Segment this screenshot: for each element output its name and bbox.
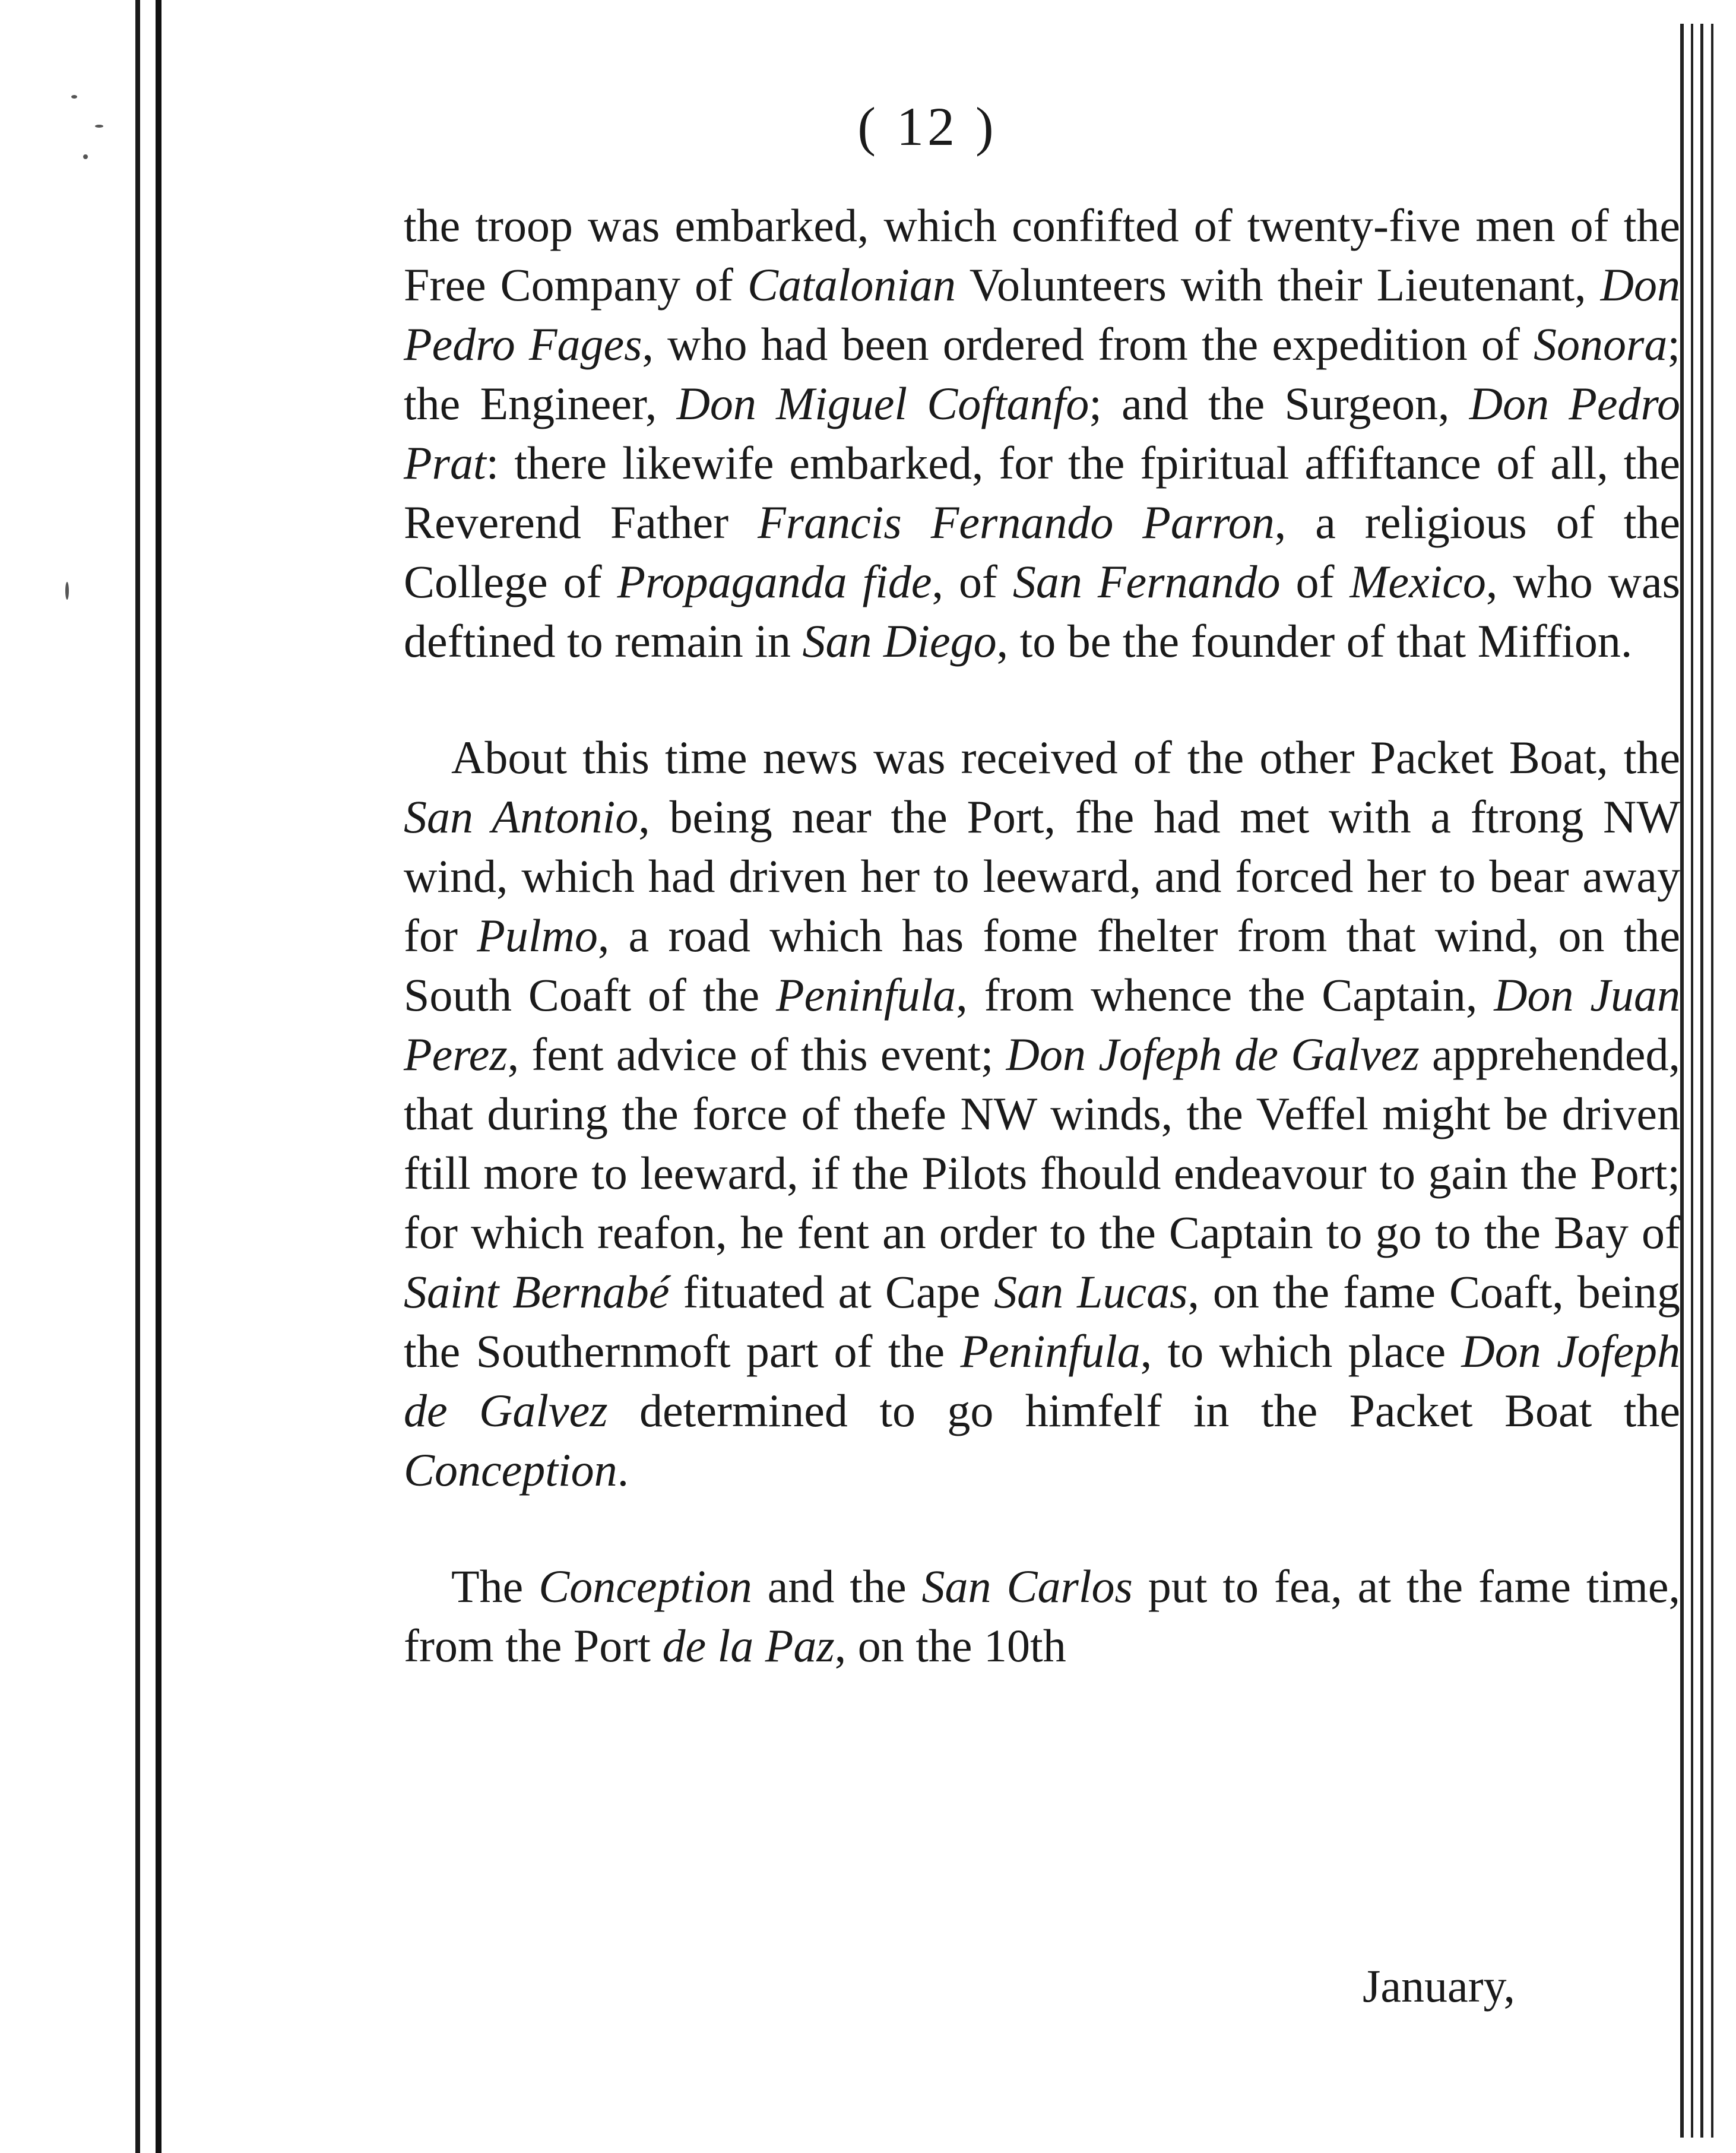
text-run: determined to go himfelf in the Packet Boat the xyxy=(607,1385,1680,1436)
text-run: the troop was embarked, which confifted of twenty-five men of the Free Company of xyxy=(404,200,1680,311)
body-text xyxy=(404,196,1680,1733)
italic-run: Conception xyxy=(404,1444,617,1496)
italic-run: Don Jofeph de Galvez xyxy=(1006,1028,1420,1080)
text-run: and the xyxy=(752,1560,922,1612)
text-run: ; and the Surgeon, xyxy=(1089,378,1469,429)
italic-run: Pulmo xyxy=(477,910,598,961)
text-run: , a religious of the College of xyxy=(404,496,1680,607)
text-run: , fent advice of this event; xyxy=(507,1028,1006,1080)
text-run: The xyxy=(451,1560,539,1612)
text-run: , to which place xyxy=(1140,1325,1462,1377)
italic-run: Don Pedro Prat xyxy=(404,378,1680,489)
page-number: ( 12 ) xyxy=(857,96,997,157)
paragraph xyxy=(404,728,1680,1500)
text-run: , on the 10th xyxy=(834,1620,1066,1671)
text-run: ; the Engineer, xyxy=(404,318,1680,429)
text-run: fituated at Cape xyxy=(669,1266,994,1318)
text-run: About this time news was received of the other Packet Boat, the xyxy=(451,732,1680,783)
italic-run: Francis Fernando Parron xyxy=(758,496,1275,548)
text-run: put to fea, at the fame time, from the Port xyxy=(404,1560,1681,1671)
text-run: , on the fame Coaft, being the Southernmoft part of the xyxy=(404,1266,1680,1377)
italic-run: Conception xyxy=(538,1560,752,1612)
page-edge xyxy=(1711,24,1713,2138)
italic-run: Don Jofeph de Galvez xyxy=(404,1325,1680,1436)
italic-run: San Diego xyxy=(802,615,997,667)
italic-run: Propaganda fide xyxy=(617,556,932,607)
italic-run: Peninfula xyxy=(960,1325,1141,1377)
text-run: . xyxy=(617,1444,629,1496)
page-fold-line xyxy=(156,0,161,2153)
italic-run: Mexico xyxy=(1349,556,1486,607)
italic-run: Don Pedro Fages xyxy=(404,259,1681,370)
text-run: : there likewife embarked, for the fpiritual affiftance of all, the Reverend Father xyxy=(404,437,1680,548)
text-run: , of xyxy=(932,556,1013,607)
text-run: Volunteers with their Lieutenant, xyxy=(956,259,1601,311)
text-run: , a road which has fome fhelter from that wind, on the South Coaft of the xyxy=(404,910,1681,1021)
text-run: , to be the founder of that Miffion. xyxy=(996,615,1633,667)
italic-run: Catalonian xyxy=(747,259,956,311)
italic-run: San Antonio xyxy=(404,791,639,843)
italic-run: San Lucas xyxy=(994,1266,1188,1318)
italic-run: Don Juan Perez xyxy=(404,969,1680,1080)
book-page xyxy=(161,0,1693,2153)
paragraph xyxy=(404,196,1680,671)
italic-run: Sonora xyxy=(1533,318,1668,370)
catchword: January, xyxy=(1362,1960,1515,2012)
text-run: , who was deftined to remain in xyxy=(404,556,1680,667)
italic-run: San Fernando xyxy=(1012,556,1281,607)
text-run: apprehended, that during the force of thefe NW winds, the Veffel might be driven ftill more to leeward, if the Pilots fhould endeavour to gain the Port; for which reafon, he fent an order to the Captain to go to the Bay of xyxy=(404,1028,1680,1258)
text-run: , from whence the Captain, xyxy=(956,969,1494,1021)
text-run: , who had been ordered from the expedition of xyxy=(642,318,1534,370)
italic-run: Saint Bernabé xyxy=(404,1266,670,1318)
text-run: of xyxy=(1280,556,1350,607)
italic-run: Don Miguel Coftanfo xyxy=(676,378,1089,429)
italic-run: de la Paz xyxy=(662,1620,835,1671)
text-run: , being near the Port, fhe had met with a ftrong NW wind, which had driven her to leeward, and forced her to bear away for xyxy=(404,791,1681,961)
page-edge xyxy=(1700,24,1703,2138)
margin-specks xyxy=(53,71,125,2090)
italic-run: San Carlos xyxy=(921,1560,1133,1612)
paragraph xyxy=(404,1557,1680,1676)
gutter-line xyxy=(135,0,140,2153)
italic-run: Peninfula xyxy=(775,969,956,1021)
